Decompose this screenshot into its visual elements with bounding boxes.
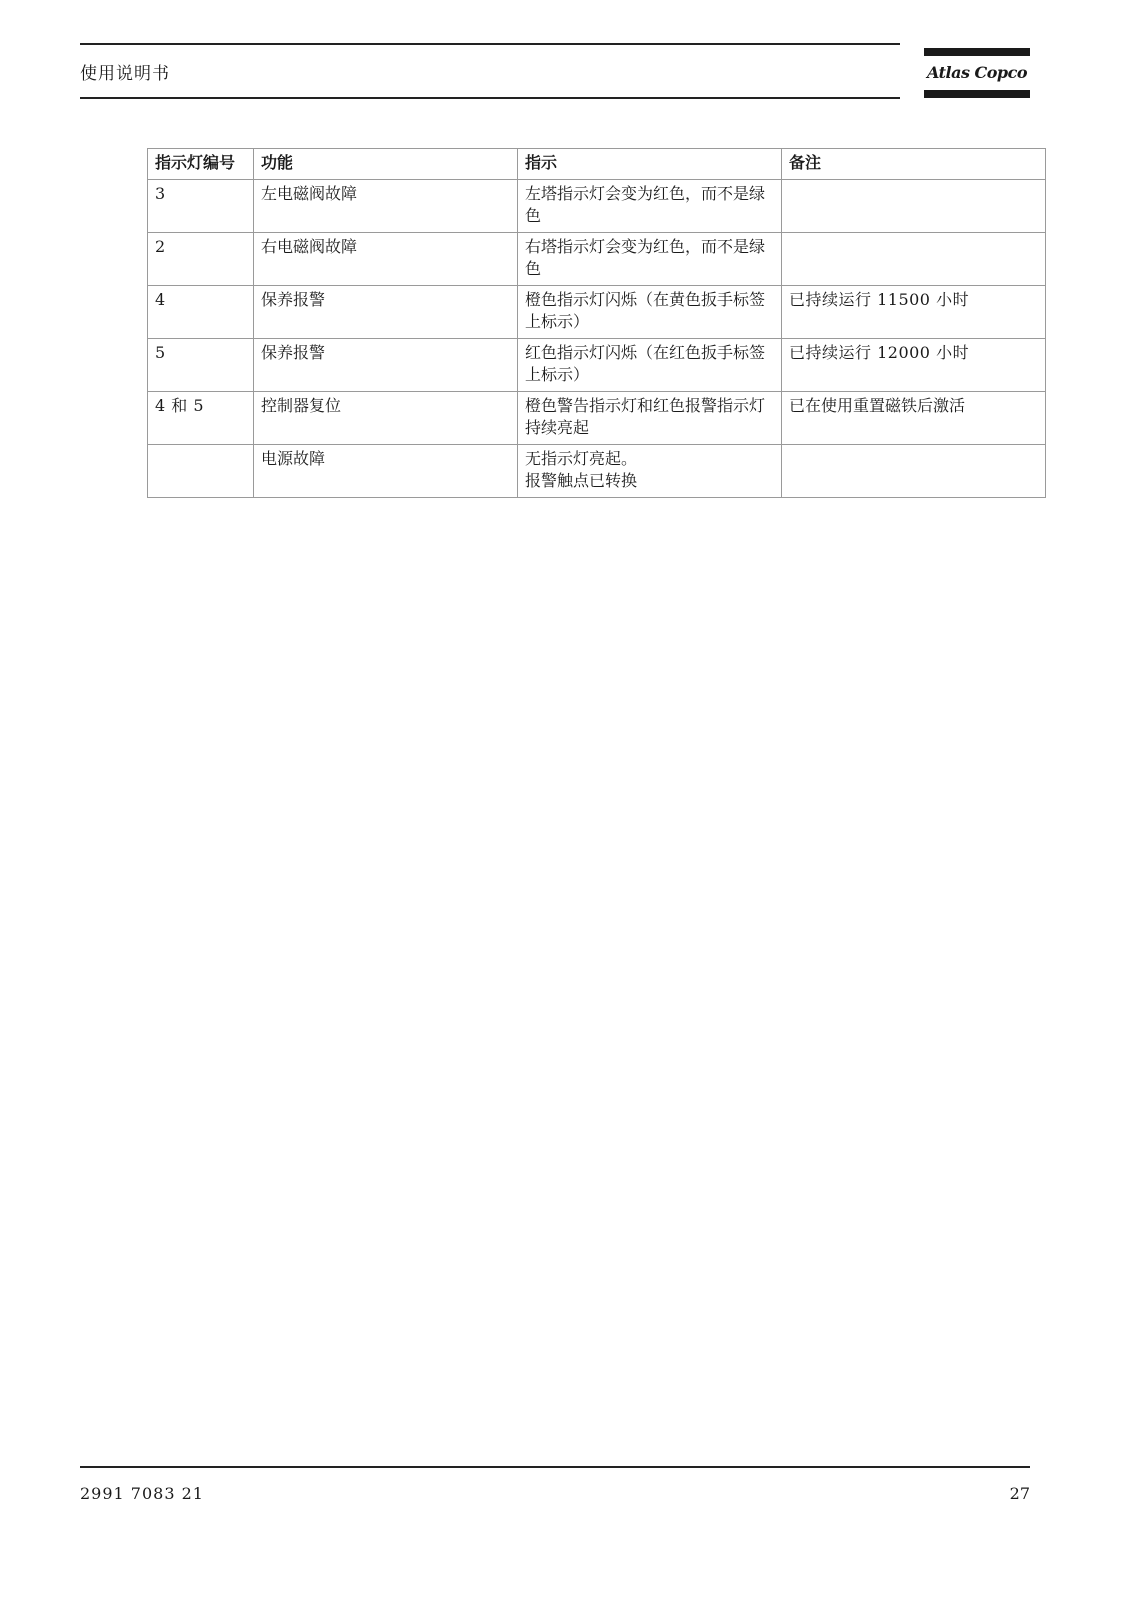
cell-number: 3 — [148, 180, 254, 233]
logo-wordmark: Atlas Copco — [926, 63, 1028, 82]
column-header-function: 功能 — [254, 149, 518, 180]
cell-indication: 橙色指示灯闪烁（在黄色扳手标签上标示） — [518, 286, 782, 339]
header-rule-bottom — [80, 97, 900, 99]
cell-indication: 右塔指示灯会变为红色，而不是绿色 — [518, 233, 782, 286]
document-number: 2991 7083 21 — [80, 1484, 204, 1503]
table-row — [148, 339, 1046, 392]
cell-number: 2 — [148, 233, 254, 286]
table-row — [148, 233, 1046, 286]
table-row — [148, 392, 1046, 445]
table-header-row — [148, 149, 1046, 180]
cell-remark: 已持续运行 12000 小时 — [782, 339, 1046, 392]
logo-bottom-bar — [924, 90, 1030, 98]
cell-indication: 橙色警告指示灯和红色报警指示灯持续亮起 — [518, 392, 782, 445]
cell-function: 右电磁阀故障 — [254, 233, 518, 286]
cell-function: 保养报警 — [254, 339, 518, 392]
document-title: 使用说明书 — [80, 64, 170, 84]
cell-function: 左电磁阀故障 — [254, 180, 518, 233]
cell-remark: 已在使用重置磁铁后激活 — [782, 392, 1046, 445]
column-header-remark: 备注 — [782, 149, 1046, 180]
cell-remark — [782, 180, 1046, 233]
cell-remark: 已持续运行 11500 小时 — [782, 286, 1046, 339]
header-rule-top — [80, 43, 900, 45]
column-header-number: 指示灯编号 — [148, 149, 254, 180]
cell-number: 4 — [148, 286, 254, 339]
cell-number: 4 和 5 — [148, 392, 254, 445]
cell-indication: 左塔指示灯会变为红色，而不是绿色 — [518, 180, 782, 233]
table-row — [148, 286, 1046, 339]
footer-rule — [80, 1466, 1030, 1468]
column-header-indication: 指示 — [518, 149, 782, 180]
cell-number — [148, 445, 254, 498]
cell-function: 保养报警 — [254, 286, 518, 339]
table-row — [148, 445, 1046, 498]
page-number: 27 — [1009, 1484, 1030, 1503]
cell-remark — [782, 445, 1046, 498]
cell-remark — [782, 233, 1046, 286]
cell-indication: 红色指示灯闪烁（在红色扳手标签上标示） — [518, 339, 782, 392]
cell-indication: 无指示灯亮起。 报警触点已转换 — [518, 445, 782, 498]
indicator-table — [147, 148, 1046, 498]
cell-number: 5 — [148, 339, 254, 392]
table-row — [148, 180, 1046, 233]
logo-top-bar — [924, 48, 1030, 56]
cell-function: 电源故障 — [254, 445, 518, 498]
atlas-copco-logo — [924, 48, 1030, 100]
cell-function: 控制器复位 — [254, 392, 518, 445]
